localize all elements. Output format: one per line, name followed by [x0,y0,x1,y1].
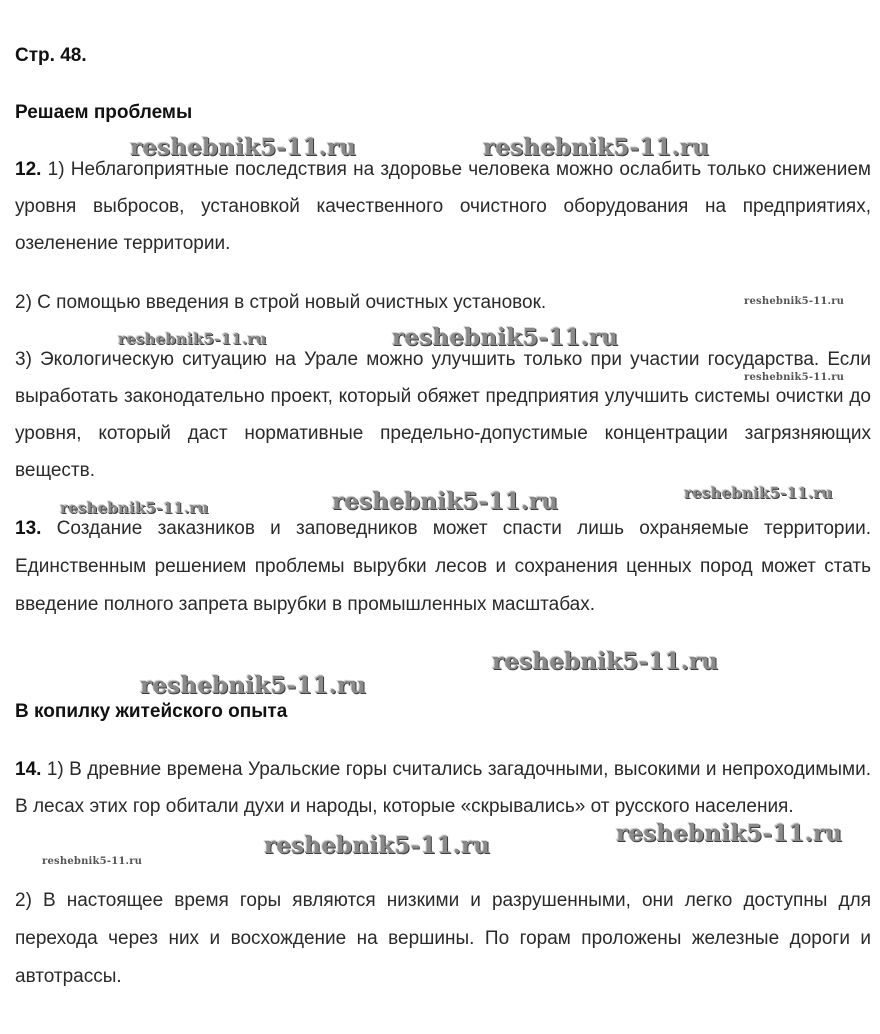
watermark: reshebnik5-11.ru [744,296,845,307]
watermark: reshebnik5-11.ru [118,330,267,348]
answer-text: 3) Экологическую ситуацию на Урале можно улучшить только при участии государства. Если выработать законодательно проект, который обяжет предприятия улучшить системы очистки до уровня, который даст нормативные предельно-допустимые концентрации загрязняющих веществ. [15,349,871,481]
answer-text: Создание заказников и заповедников может спасти лишь охраняемые территории. Единственным решением проблемы вырубки лесов и сохранения ценных пород может стать введение полного запрета вырубки в промышленных масштабах. [15,518,871,615]
answer-12 [15,151,871,262]
watermark: reshebnik5-11.ru [42,856,143,867]
answer-13 [15,510,871,624]
watermark: reshebnik5-11.ru [744,372,845,383]
answer-text: 1) Неблагоприятные последствия на здоровье человека можно ослабить только снижением уровня выбросов, установкой качественного очистного оборудования на предприятиях, озеленение территории. [15,159,871,254]
watermark: reshebnik5-11.ru [264,832,491,859]
section-title-experience: В копилку житейского опыта [15,701,288,722]
answer-number: 13. [15,518,42,539]
answer-number: 12. [15,159,42,180]
answer-number: 14. [15,759,42,780]
section-title-problems: Решаем проблемы [15,102,193,123]
watermark: reshebnik5-11.ru [140,672,367,699]
watermark: reshebnik5-11.ru [332,488,559,515]
watermark: reshebnik5-11.ru [130,134,357,161]
answer-text: 1) В древние времена Уральские горы считались загадочными, высокими и непроходимыми. В лесах этих гор обитали духи и народы, которые «скрывались» от русского населения. [15,759,871,817]
answer-14-part-2 [15,882,871,996]
watermark: reshebnik5-11.ru [492,648,719,675]
answer-12-part-3 [15,341,871,489]
page-number: Стр. 48. [15,45,87,66]
watermark: reshebnik5-11.ru [60,499,209,517]
watermark: reshebnik5-11.ru [392,324,619,351]
watermark: reshebnik5-11.ru [616,820,843,847]
answer-12-part-2 [15,284,871,321]
answer-14 [15,751,871,825]
answer-text: 2) В настоящее время горы являются низкими и разрушенными, они легко доступны для перехода через них и восхождение на вершины. По горам проложены железные дороги и автотрассы. [15,890,871,987]
watermark: reshebnik5-11.ru [483,134,710,161]
answer-text: 2) С помощью введения в строй новый очистных установок. [15,292,547,313]
watermark: reshebnik5-11.ru [684,484,833,502]
